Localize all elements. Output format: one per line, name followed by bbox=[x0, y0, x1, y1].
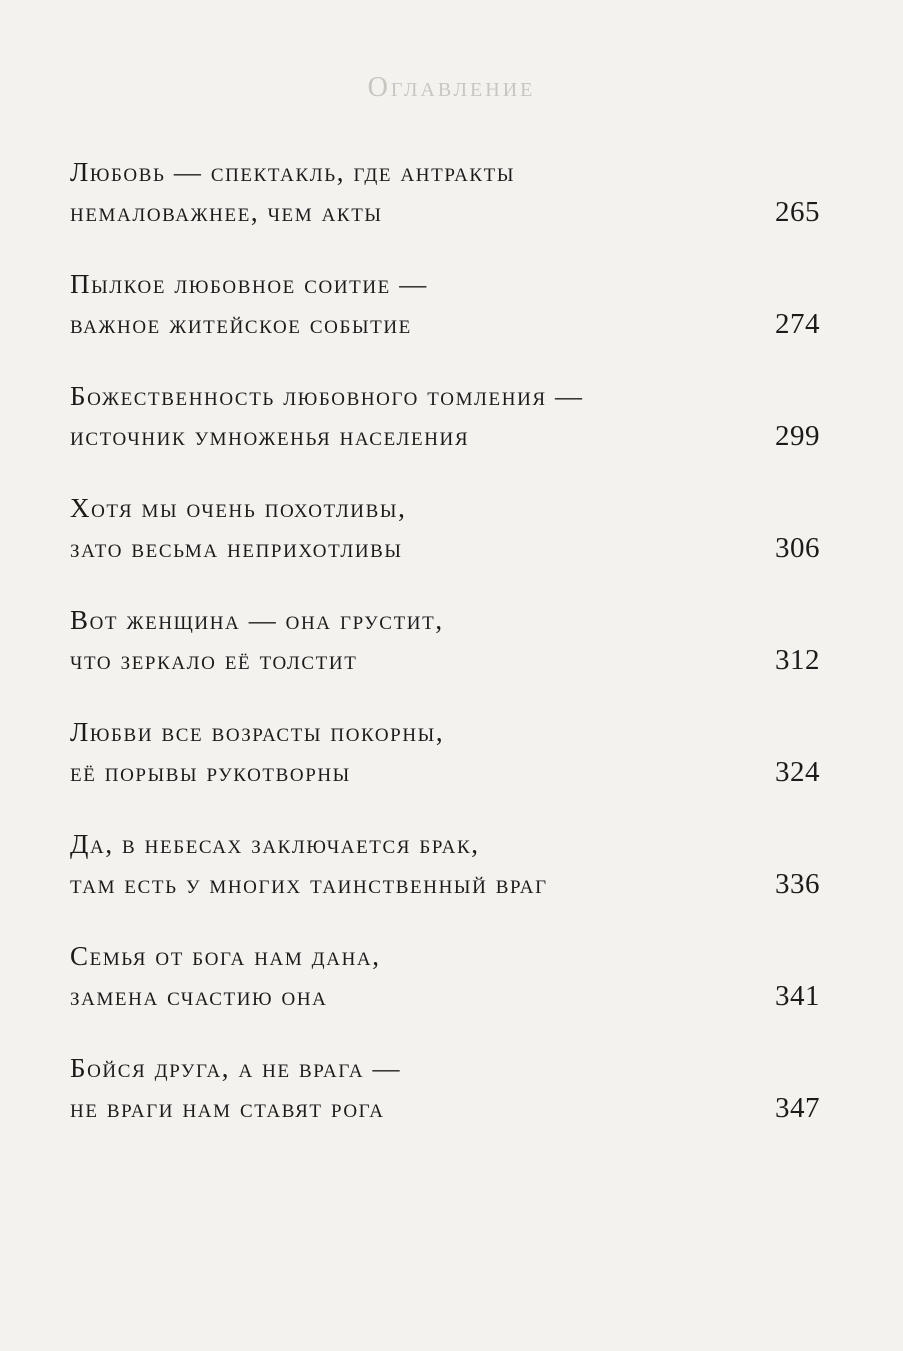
toc-entry-title-line2 bbox=[70, 752, 820, 792]
toc-entry-title-line2-text: источник умноженья населения bbox=[70, 421, 470, 451]
toc-page-number: 324 bbox=[775, 756, 820, 788]
toc-entry-title-line2 bbox=[70, 640, 820, 680]
toc-entry-title-line1: Хотя мы очень похотливы, bbox=[70, 493, 407, 523]
toc-entry-title-line2-text: зато весьма неприхотливы bbox=[70, 533, 403, 563]
toc-page-number: 336 bbox=[775, 868, 820, 900]
toc-entry-title-line2-text: немаловажнее, чем акты bbox=[70, 197, 383, 227]
toc-entry bbox=[70, 936, 820, 1048]
toc-entry bbox=[70, 600, 820, 712]
toc-entry bbox=[70, 488, 820, 600]
toc-entry-title-line1: Пылкое любовное соитие — bbox=[70, 269, 428, 299]
toc-entry-title-line2-text: не враги нам ставят рога bbox=[70, 1093, 385, 1123]
toc-entry-title-line2 bbox=[70, 528, 820, 568]
toc-entry-title-line1: Вот женщина — она грустит, bbox=[70, 605, 444, 635]
toc-entry-title-line1: Да, в небесах заключается брак, bbox=[70, 829, 480, 859]
toc-entry bbox=[70, 1048, 820, 1160]
toc-entry-title-line1: Любви все возрасты покорны, bbox=[70, 717, 445, 747]
toc-page-number: 306 bbox=[775, 532, 820, 564]
page-heading: Оглавление bbox=[367, 72, 536, 103]
toc-entry-title-line2-text: там есть у многих таинственный враг bbox=[70, 869, 548, 899]
toc-entry-title-line1: Семья от бога нам дана, bbox=[70, 941, 381, 971]
toc-entry bbox=[70, 712, 820, 824]
toc-entry bbox=[70, 152, 820, 264]
toc-entry-title-line2 bbox=[70, 1088, 820, 1128]
toc-page-number: 341 bbox=[775, 980, 820, 1012]
toc-page-number: 299 bbox=[775, 420, 820, 452]
toc-page-number: 347 bbox=[775, 1092, 820, 1124]
toc-entry-title-line2-text: важное житейское событие bbox=[70, 309, 412, 339]
toc-entry-title-line2 bbox=[70, 304, 820, 344]
toc-page-number: 312 bbox=[775, 644, 820, 676]
toc-entry-title-line1: Любовь — спектакль, где антракты bbox=[70, 157, 516, 187]
toc-entry-title-line1: Бойся друга, а не врага — bbox=[70, 1053, 402, 1083]
toc-page-number: 274 bbox=[775, 308, 820, 340]
toc-page-number: 265 bbox=[775, 196, 820, 228]
toc-entry bbox=[70, 824, 820, 936]
toc-entry bbox=[70, 376, 820, 488]
toc-entry-title-line2 bbox=[70, 416, 820, 456]
toc-entry-title-line2-text: что зеркало её толстит bbox=[70, 645, 358, 675]
toc-entry-title-line2-text: замена счастию она bbox=[70, 981, 328, 1011]
toc-entry bbox=[70, 264, 820, 376]
toc-entry-title-line1: Божественность любовного томления — bbox=[70, 381, 584, 411]
table-of-contents bbox=[70, 152, 820, 1160]
toc-entry-title-line2 bbox=[70, 976, 820, 1016]
toc-entry-title-line2-text: её порывы рукотворны bbox=[70, 757, 351, 787]
toc-entry-title-line2 bbox=[70, 192, 820, 232]
toc-entry-title-line2 bbox=[70, 864, 820, 904]
